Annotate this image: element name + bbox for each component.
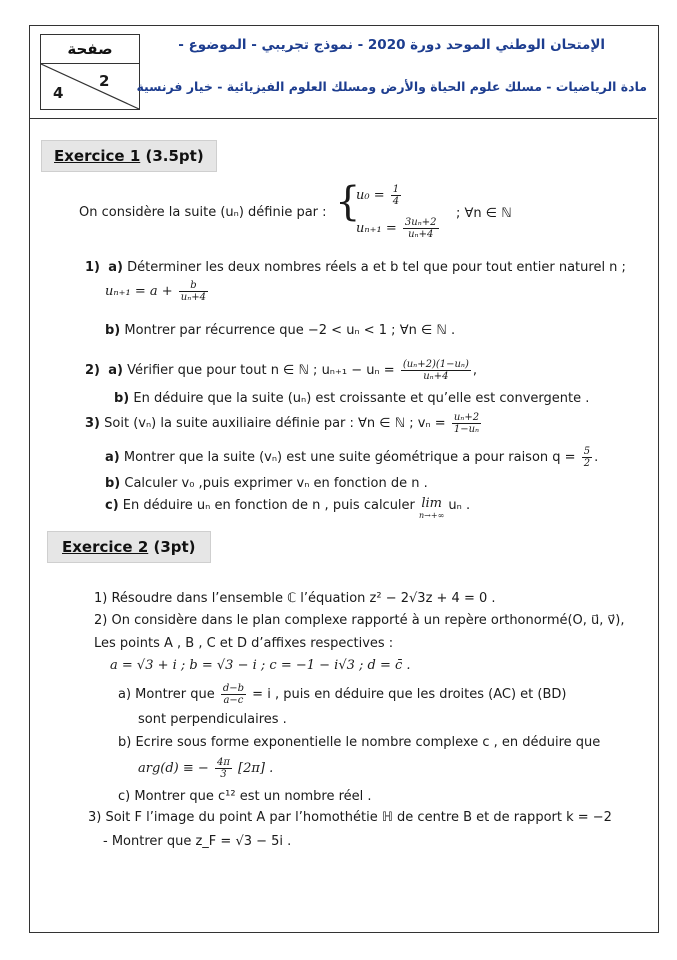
ex1-q1a: 1) a) Déterminer les deux nombres réels a et b tel que pour tout entier naturel n ; [85, 260, 626, 275]
ex2-q2-points: Les points A , B , C et D d’affixes respectives : [94, 636, 394, 651]
exercise-1-points: (3.5pt) [145, 147, 204, 165]
total-pages: 4 [53, 84, 64, 102]
current-page: 2 [99, 72, 110, 90]
ex1-def-recurrence: uₙ₊₁ = $\frac{\text{3uₙ+2}}{\text{uₙ+4}}$ [356, 217, 437, 240]
ex2-q2a-line2: sont perpendiculaires . [138, 712, 287, 727]
ex2-q2: 2) On considère dans le plan complexe rapporté à un repère orthonormé(O, u⃗, v⃗), [94, 613, 625, 628]
ex2-q2-affixes: a = √3 + i ; b = √3 − i ; c = −1 − i√3 ; d = c̄ . [110, 658, 411, 673]
exercise-1-heading [41, 140, 217, 172]
ex1-q3c: c) En déduire uₙ en fonction de n , puis calculer lim n→+∞ uₙ . [105, 496, 471, 520]
ex1-def-u0: u₀ = $\frac{1}{4}$ [356, 184, 400, 207]
ex1-def-tail: ; ∀n ∈ ℕ [456, 206, 512, 221]
ex1-q2b: b) En déduire que la suite (uₙ) est croissante et qu’elle est convergente . [114, 391, 590, 406]
exercise-1-title: Exercice 1 [54, 147, 141, 165]
page-number-box [40, 34, 140, 110]
ex2-q3-line2: - Montrer que z_F = √3 − 5i . [103, 834, 292, 849]
ex2-q2b: b) Ecrire sous forme exponentielle le nombre complexe c , en déduire que [118, 735, 601, 750]
ex2-q2b-arg: arg(d) ≡ − $\frac{4\pi}{3}$ [2π] . [138, 757, 274, 780]
ex1-q1b: b) Montrer par récurrence que −2 < uₙ < 1 ; ∀n ∈ ℕ . [105, 323, 456, 338]
exercise-2-title: Exercice 2 [62, 538, 149, 556]
ex1-q3b: b) Calculer v₀ ,puis exprimer vₙ en fonction de n . [105, 476, 428, 491]
exam-title-line: الإمتحان الوطني الموحد دورة 2020 - نموذج تجريبي - الموضوع - [178, 37, 605, 53]
ex1-q2a: 2) a) Vérifier que pour tout n ∈ ℕ ; uₙ₊₁ − uₙ = $\frac{\text{(uₙ+2)(1−uₙ)}}{\text{uₙ+4}}$ , [85, 359, 478, 382]
system-brace: { [335, 179, 361, 225]
exercise-2-points: (3pt) [153, 538, 196, 556]
subject-line: مادة الرياضيات - مسلك علوم الحياة والأرض ومسلك العلوم الفيزيائية - خيار فرنسية [136, 79, 647, 94]
page-label: صفحة [41, 35, 139, 64]
exercise-2-heading [47, 531, 211, 563]
ex2-q2c: c) Montrer que c¹² est un nombre réel . [118, 789, 372, 804]
ex2-q2a: a) Montrer que $\frac{d-b}{a-c}$ = i , puis en déduire que les droites (AC) et (BD) [118, 683, 567, 706]
exam-header [30, 26, 657, 119]
ex1-q3: 3) Soit (vₙ) la suite auxiliaire définie par : ∀n ∈ ℕ ; vₙ = $\frac{\text{uₙ+2}}{\text{1−uₙ}}$ [85, 412, 480, 435]
ex2-q3: 3) Soit F l’image du point A par l’homothétie ℍ de centre B et de rapport k = −2 [88, 810, 612, 825]
ex1-intro: On considère la suite (uₙ) définie par : [79, 205, 327, 220]
ex1-q1a-formula: uₙ₊₁ = a + $\frac{b}{\text{uₙ+4}}$ [105, 280, 207, 303]
ex2-q1: 1) Résoudre dans l’ensemble ℂ l’équation z² − 2√3z + 4 = 0 . [94, 591, 496, 606]
ex1-q3a: a) Montrer que la suite (vₙ) est une suite géométrique a pour raison q = $\frac{5}{2}$ . [105, 446, 599, 469]
